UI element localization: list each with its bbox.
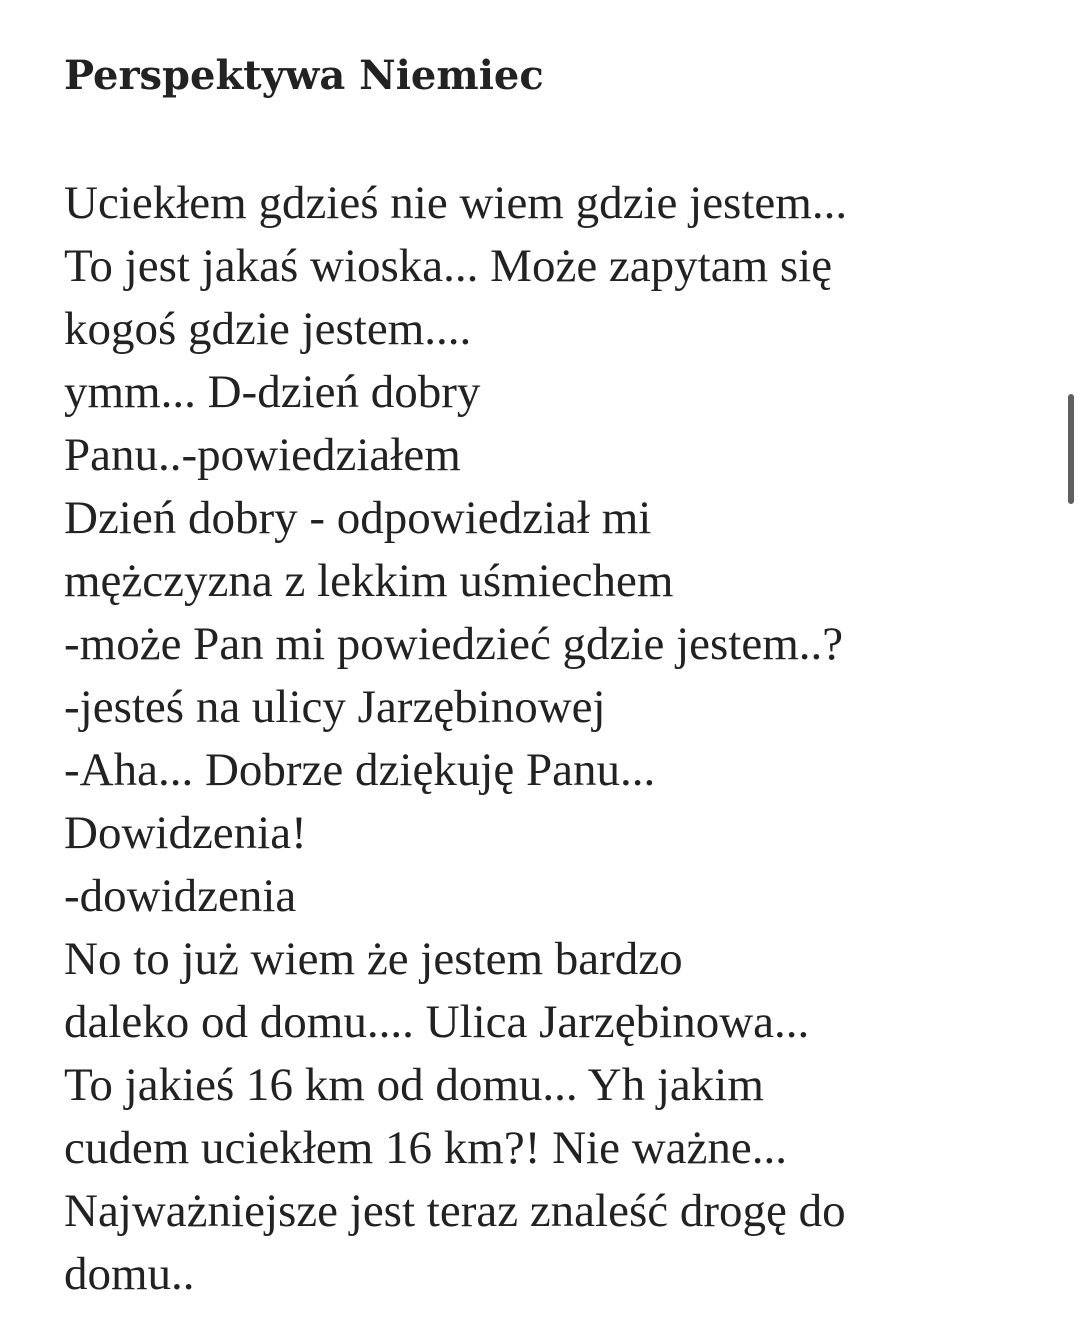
- story-line: Panu..-powiedziałem: [64, 429, 461, 481]
- story-line: domu..: [64, 1248, 195, 1300]
- story-line: Dzień dobry - odpowiedział mi: [64, 492, 652, 544]
- scrollbar-thumb[interactable]: [1068, 394, 1074, 504]
- story-line: cudem uciekłem 16 km?! Nie ważne...: [64, 1122, 787, 1174]
- story-line: To jakieś 16 km od domu... Yh jakim: [64, 1059, 764, 1111]
- story-line: ymm... D-dzień dobry: [64, 366, 481, 418]
- story-line: -Aha... Dobrze dziękuję Panu...: [64, 744, 656, 796]
- story-line: kogoś gdzie jestem....: [64, 303, 472, 355]
- story-line: Najważniejsze jest teraz znaleść drogę do: [64, 1185, 846, 1237]
- story-line: Uciekłem gdzieś nie wiem gdzie jestem...: [64, 177, 848, 229]
- story-title: Perspektywa Niemiec: [64, 52, 544, 99]
- story-line: -może Pan mi powiedzieć gdzie jestem..?: [64, 618, 844, 670]
- story-text: [64, 172, 1044, 1306]
- story-line: No to już wiem że jestem bardzo: [64, 933, 683, 985]
- story-line: -jesteś na ulicy Jarzębinowej: [64, 681, 606, 733]
- story-line: To jest jakaś wioska... Może zapytam się: [64, 240, 833, 292]
- story-line: Dowidzenia!: [64, 807, 307, 859]
- story-line: -dowidzenia: [64, 870, 297, 922]
- story-line: daleko od domu.... Ulica Jarzębinowa...: [64, 996, 810, 1048]
- story-line: mężczyzna z lekkim uśmiechem: [64, 555, 674, 607]
